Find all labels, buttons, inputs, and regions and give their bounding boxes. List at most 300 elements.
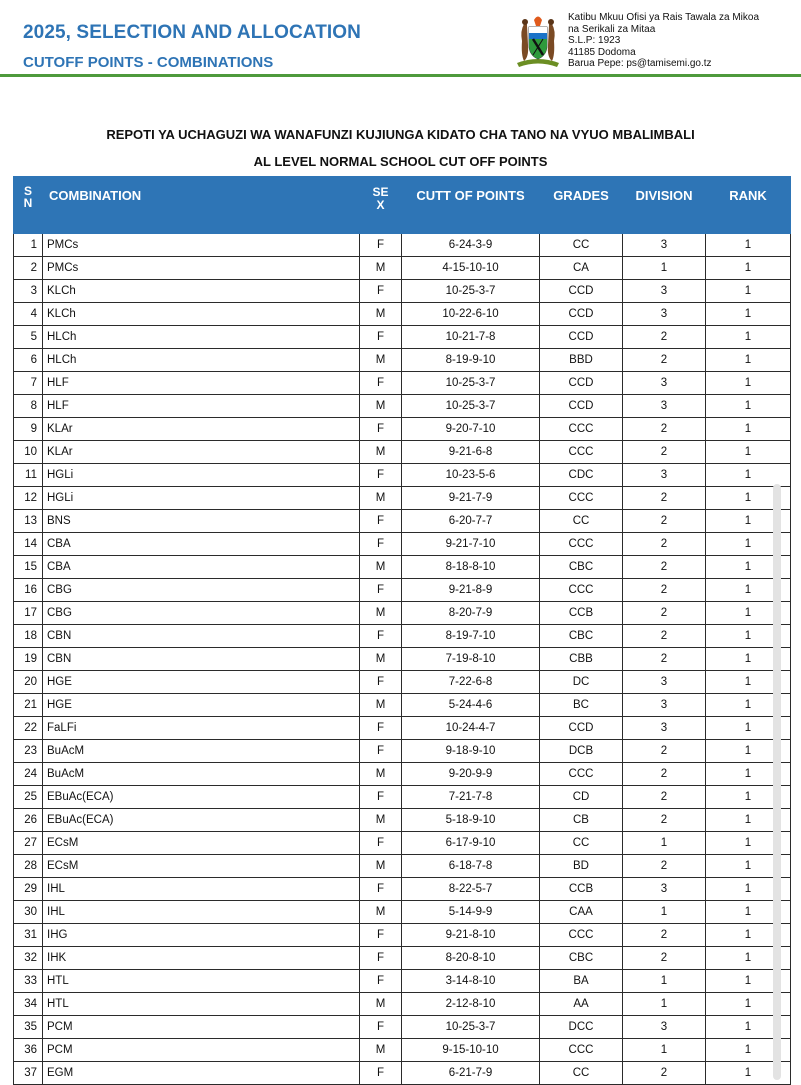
- cell-grades: CCD: [540, 326, 623, 349]
- cell-sn: 28: [14, 855, 43, 878]
- letterhead: [0, 0, 801, 78]
- cell-rank: 1: [706, 1039, 791, 1062]
- cell-rank: 1: [706, 878, 791, 901]
- cell-grades: CCC: [540, 533, 623, 556]
- col-header-sex: SE X: [360, 177, 402, 234]
- cell-rank: 1: [706, 349, 791, 372]
- cell-grades: CCD: [540, 303, 623, 326]
- cell-combination: PMCs: [43, 257, 360, 280]
- cell-division: 1: [623, 993, 706, 1016]
- cell-grades: CCB: [540, 878, 623, 901]
- scrollbar[interactable]: [773, 484, 781, 1080]
- cell-cutoff-points: 10-25-3-7: [402, 372, 540, 395]
- cell-cutoff-points: 8-19-9-10: [402, 349, 540, 372]
- cell-sn: 13: [14, 510, 43, 533]
- cell-division: 2: [623, 625, 706, 648]
- cell-division: 3: [623, 464, 706, 487]
- cell-combination: CBN: [43, 625, 360, 648]
- cell-grades: CA: [540, 257, 623, 280]
- address-line: Barua Pepe: ps@tamisemi.go.tz: [568, 58, 712, 69]
- cell-grades: CC: [540, 510, 623, 533]
- cell-sex: F: [360, 786, 402, 809]
- table-row: [14, 763, 791, 786]
- cell-division: 3: [623, 878, 706, 901]
- cell-grades: CD: [540, 786, 623, 809]
- cell-sn: 32: [14, 947, 43, 970]
- cell-cutoff-points: 8-18-8-10: [402, 556, 540, 579]
- cell-division: 2: [623, 1062, 706, 1085]
- cell-combination: HGE: [43, 671, 360, 694]
- cell-combination: EGM: [43, 1062, 360, 1085]
- table-row: [14, 625, 791, 648]
- cell-cutoff-points: 10-25-3-7: [402, 1016, 540, 1039]
- cell-grades: CC: [540, 234, 623, 257]
- table-body: [14, 234, 791, 1085]
- cell-rank: 1: [706, 326, 791, 349]
- cell-combination: CBN: [43, 648, 360, 671]
- cell-rank: 1: [706, 510, 791, 533]
- cell-sex: M: [360, 257, 402, 280]
- cell-division: 2: [623, 510, 706, 533]
- cell-grades: CCD: [540, 372, 623, 395]
- cell-grades: CCC: [540, 924, 623, 947]
- cell-sex: F: [360, 372, 402, 395]
- table-row: [14, 832, 791, 855]
- cell-grades: DCC: [540, 1016, 623, 1039]
- cell-division: 2: [623, 740, 706, 763]
- table-row: [14, 349, 791, 372]
- cell-division: 3: [623, 671, 706, 694]
- cell-combination: CBA: [43, 533, 360, 556]
- cell-sex: F: [360, 579, 402, 602]
- cell-combination: EBuAc(ECA): [43, 786, 360, 809]
- cell-combination: BuAcM: [43, 763, 360, 786]
- table-row: [14, 602, 791, 625]
- col-header-grades: GRADES: [540, 177, 623, 234]
- cell-combination: HLF: [43, 395, 360, 418]
- cell-combination: CBA: [43, 556, 360, 579]
- cell-sex: M: [360, 763, 402, 786]
- cell-sex: F: [360, 970, 402, 993]
- table-row: [14, 579, 791, 602]
- table-row: [14, 717, 791, 740]
- cell-grades: CB: [540, 809, 623, 832]
- table-row: [14, 740, 791, 763]
- cell-sex: M: [360, 349, 402, 372]
- table-row: [14, 694, 791, 717]
- table-row: [14, 326, 791, 349]
- cell-sn: 20: [14, 671, 43, 694]
- cell-combination: HLF: [43, 372, 360, 395]
- cell-rank: 1: [706, 464, 791, 487]
- cell-sn: 33: [14, 970, 43, 993]
- cell-rank: 1: [706, 625, 791, 648]
- cell-division: 2: [623, 648, 706, 671]
- cell-cutoff-points: 9-18-9-10: [402, 740, 540, 763]
- cell-grades: CCC: [540, 1039, 623, 1062]
- cell-combination: KLAr: [43, 441, 360, 464]
- address-line: na Serikali za Mitaa: [568, 23, 656, 35]
- cell-sn: 1: [14, 234, 43, 257]
- table-row: [14, 648, 791, 671]
- table-row: [14, 1016, 791, 1039]
- cell-grades: CC: [540, 1062, 623, 1085]
- cell-grades: CDC: [540, 464, 623, 487]
- cell-combination: EBuAc(ECA): [43, 809, 360, 832]
- cell-cutoff-points: 10-21-7-8: [402, 326, 540, 349]
- cell-grades: CCC: [540, 487, 623, 510]
- cell-sex: F: [360, 1062, 402, 1085]
- cell-rank: 1: [706, 280, 791, 303]
- cell-grades: BA: [540, 970, 623, 993]
- cell-division: 2: [623, 326, 706, 349]
- cell-division: 3: [623, 395, 706, 418]
- cell-sn: 18: [14, 625, 43, 648]
- cell-rank: 1: [706, 717, 791, 740]
- cell-division: 2: [623, 533, 706, 556]
- cell-sex: F: [360, 234, 402, 257]
- cell-sn: 24: [14, 763, 43, 786]
- address-line: Katibu Mkuu Ofisi ya Rais Tawala za Mikoa: [568, 12, 760, 23]
- cell-sex: F: [360, 717, 402, 740]
- table-row: [14, 556, 791, 579]
- cell-rank: 1: [706, 556, 791, 579]
- cell-sex: F: [360, 924, 402, 947]
- cell-cutoff-points: 9-21-7-10: [402, 533, 540, 556]
- cell-sn: 25: [14, 786, 43, 809]
- cell-sn: 3: [14, 280, 43, 303]
- cell-division: 2: [623, 556, 706, 579]
- cell-sex: F: [360, 280, 402, 303]
- col-header-rank: RANK: [706, 177, 791, 234]
- cell-cutoff-points: 8-20-7-9: [402, 602, 540, 625]
- cell-cutoff-points: 10-25-3-7: [402, 280, 540, 303]
- cell-sn: 11: [14, 464, 43, 487]
- cell-combination: KLCh: [43, 280, 360, 303]
- cell-combination: FaLFi: [43, 717, 360, 740]
- cell-grades: CBB: [540, 648, 623, 671]
- cell-cutoff-points: 7-19-8-10: [402, 648, 540, 671]
- cell-sn: 14: [14, 533, 43, 556]
- cell-sn: 27: [14, 832, 43, 855]
- cell-grades: CCC: [540, 418, 623, 441]
- cell-sn: 19: [14, 648, 43, 671]
- cell-sex: M: [360, 602, 402, 625]
- cell-cutoff-points: 5-14-9-9: [402, 901, 540, 924]
- cell-sex: M: [360, 901, 402, 924]
- report-title: REPOTI YA UCHAGUZI WA WANAFUNZI KUJIUNGA KIDATO CHA TANO NA VYUO MBALIMBALI: [106, 127, 695, 142]
- cell-sn: 7: [14, 372, 43, 395]
- cell-division: 1: [623, 832, 706, 855]
- cell-rank: 1: [706, 901, 791, 924]
- cell-cutoff-points: 2-12-8-10: [402, 993, 540, 1016]
- cell-combination: IHG: [43, 924, 360, 947]
- cell-cutoff-points: 8-20-8-10: [402, 947, 540, 970]
- cell-cutoff-points: 5-18-9-10: [402, 809, 540, 832]
- table-row: [14, 947, 791, 970]
- cell-rank: 1: [706, 257, 791, 280]
- table-row: [14, 257, 791, 280]
- table-row: [14, 487, 791, 510]
- cell-rank: 1: [706, 487, 791, 510]
- cell-cutoff-points: 9-21-8-9: [402, 579, 540, 602]
- cell-sn: 5: [14, 326, 43, 349]
- table-row: [14, 1062, 791, 1085]
- cell-division: 2: [623, 855, 706, 878]
- coat-of-arms-icon: [513, 11, 563, 69]
- cell-division: 3: [623, 694, 706, 717]
- cell-rank: 1: [706, 395, 791, 418]
- cell-combination: PCM: [43, 1039, 360, 1062]
- cell-combination: CBG: [43, 602, 360, 625]
- cell-grades: CCD: [540, 280, 623, 303]
- col-header-combination: COMBINATION: [43, 177, 360, 234]
- cell-sex: M: [360, 395, 402, 418]
- cell-sex: M: [360, 993, 402, 1016]
- cell-grades: CCD: [540, 395, 623, 418]
- cell-sex: M: [360, 694, 402, 717]
- cell-rank: 1: [706, 970, 791, 993]
- cell-grades: CBC: [540, 625, 623, 648]
- cell-cutoff-points: 4-15-10-10: [402, 257, 540, 280]
- cell-sn: 21: [14, 694, 43, 717]
- col-header-division: DIVISION: [623, 177, 706, 234]
- cell-rank: 1: [706, 947, 791, 970]
- table-row: [14, 372, 791, 395]
- cell-division: 2: [623, 579, 706, 602]
- cell-combination: HTL: [43, 970, 360, 993]
- cell-cutoff-points: 10-24-4-7: [402, 717, 540, 740]
- table-row: [14, 441, 791, 464]
- cell-cutoff-points: 6-24-3-9: [402, 234, 540, 257]
- table-row: [14, 970, 791, 993]
- cell-grades: CCC: [540, 763, 623, 786]
- cell-cutoff-points: 6-20-7-7: [402, 510, 540, 533]
- address-block: [568, 12, 759, 70]
- table-row: [14, 464, 791, 487]
- cell-sn: 17: [14, 602, 43, 625]
- header-divider: [0, 74, 801, 77]
- cell-division: 1: [623, 970, 706, 993]
- cell-sn: 31: [14, 924, 43, 947]
- cell-combination: ECsM: [43, 832, 360, 855]
- cell-sex: F: [360, 1016, 402, 1039]
- cell-cutoff-points: 8-19-7-10: [402, 625, 540, 648]
- cell-sn: 16: [14, 579, 43, 602]
- table-row: [14, 303, 791, 326]
- cell-combination: HGE: [43, 694, 360, 717]
- cell-sn: 29: [14, 878, 43, 901]
- cell-sex: F: [360, 418, 402, 441]
- document-title: 2025, SELECTION AND ALLOCATION: [23, 22, 361, 43]
- cell-grades: CCC: [540, 579, 623, 602]
- cell-sex: M: [360, 648, 402, 671]
- cell-rank: 1: [706, 372, 791, 395]
- cell-rank: 1: [706, 441, 791, 464]
- cell-cutoff-points: 9-20-7-10: [402, 418, 540, 441]
- cell-division: 2: [623, 349, 706, 372]
- cell-division: 2: [623, 763, 706, 786]
- cell-division: 2: [623, 809, 706, 832]
- cell-rank: 1: [706, 418, 791, 441]
- cell-sex: F: [360, 740, 402, 763]
- cell-sn: 10: [14, 441, 43, 464]
- table-row: [14, 855, 791, 878]
- cell-sn: 15: [14, 556, 43, 579]
- cell-sn: 22: [14, 717, 43, 740]
- cell-cutoff-points: 6-17-9-10: [402, 832, 540, 855]
- cell-rank: 1: [706, 763, 791, 786]
- cell-division: 2: [623, 441, 706, 464]
- cell-division: 3: [623, 234, 706, 257]
- cell-grades: BC: [540, 694, 623, 717]
- table-row: [14, 395, 791, 418]
- cell-rank: 1: [706, 924, 791, 947]
- cell-rank: 1: [706, 855, 791, 878]
- table-row: [14, 1039, 791, 1062]
- cell-sex: M: [360, 487, 402, 510]
- cell-combination: ECsM: [43, 855, 360, 878]
- cell-sex: F: [360, 625, 402, 648]
- cell-grades: CCB: [540, 602, 623, 625]
- cell-sn: 8: [14, 395, 43, 418]
- document-subtitle: CUTOFF POINTS - COMBINATIONS: [23, 54, 274, 71]
- cell-sex: F: [360, 878, 402, 901]
- cell-cutoff-points: 9-15-10-10: [402, 1039, 540, 1062]
- cell-combination: HTL: [43, 993, 360, 1016]
- table-row: [14, 924, 791, 947]
- cell-combination: PMCs: [43, 234, 360, 257]
- cell-sex: F: [360, 464, 402, 487]
- cell-cutoff-points: 6-21-7-9: [402, 1062, 540, 1085]
- cell-grades: CCD: [540, 717, 623, 740]
- cell-rank: 1: [706, 786, 791, 809]
- cell-cutoff-points: 10-25-3-7: [402, 395, 540, 418]
- cell-rank: 1: [706, 809, 791, 832]
- cell-cutoff-points: 5-24-4-6: [402, 694, 540, 717]
- cell-combination: IHL: [43, 901, 360, 924]
- cell-combination: IHK: [43, 947, 360, 970]
- cell-sn: 36: [14, 1039, 43, 1062]
- cell-rank: 1: [706, 602, 791, 625]
- cell-division: 2: [623, 487, 706, 510]
- cell-sex: M: [360, 441, 402, 464]
- cell-sex: F: [360, 510, 402, 533]
- cell-combination: BNS: [43, 510, 360, 533]
- cell-sn: 35: [14, 1016, 43, 1039]
- cell-sex: F: [360, 533, 402, 556]
- cell-sn: 4: [14, 303, 43, 326]
- cell-sex: F: [360, 947, 402, 970]
- cell-sn: 26: [14, 809, 43, 832]
- table-row: [14, 510, 791, 533]
- cell-grades: CCC: [540, 441, 623, 464]
- col-header-sn: S N: [14, 177, 43, 234]
- cell-rank: 1: [706, 303, 791, 326]
- cell-cutoff-points: 7-21-7-8: [402, 786, 540, 809]
- cell-sn: 6: [14, 349, 43, 372]
- cell-grades: DC: [540, 671, 623, 694]
- cell-rank: 1: [706, 832, 791, 855]
- cell-cutoff-points: 9-21-7-9: [402, 487, 540, 510]
- table-header-row: [14, 177, 791, 234]
- cell-rank: 1: [706, 234, 791, 257]
- table-row: [14, 671, 791, 694]
- table-row: [14, 533, 791, 556]
- cell-sn: 30: [14, 901, 43, 924]
- cell-cutoff-points: 9-21-6-8: [402, 441, 540, 464]
- cell-cutoff-points: 10-22-6-10: [402, 303, 540, 326]
- col-header-cutoff-points: CUTT OF POINTS: [402, 177, 540, 234]
- cell-rank: 1: [706, 533, 791, 556]
- table-row: [14, 993, 791, 1016]
- report-subtitle: AL LEVEL NORMAL SCHOOL CUT OFF POINTS: [253, 154, 548, 169]
- cell-division: 2: [623, 786, 706, 809]
- cell-cutoff-points: 8-22-5-7: [402, 878, 540, 901]
- cell-sex: M: [360, 1039, 402, 1062]
- table-row: [14, 901, 791, 924]
- table-row: [14, 786, 791, 809]
- cell-rank: 1: [706, 579, 791, 602]
- address-line: S.L.P: 1923: [568, 35, 621, 46]
- cell-combination: KLCh: [43, 303, 360, 326]
- cell-cutoff-points: 7-22-6-8: [402, 671, 540, 694]
- cell-division: 1: [623, 1039, 706, 1062]
- table-row: [14, 418, 791, 441]
- cell-sex: M: [360, 809, 402, 832]
- cell-sn: 23: [14, 740, 43, 763]
- cell-rank: 1: [706, 1062, 791, 1085]
- cell-combination: HLCh: [43, 349, 360, 372]
- cutoff-table: [13, 176, 791, 1085]
- cell-sn: 12: [14, 487, 43, 510]
- cell-grades: CC: [540, 832, 623, 855]
- cell-grades: CBC: [540, 947, 623, 970]
- cell-sex: M: [360, 556, 402, 579]
- cell-sex: M: [360, 303, 402, 326]
- cell-sex: M: [360, 855, 402, 878]
- cell-division: 3: [623, 1016, 706, 1039]
- cell-grades: BD: [540, 855, 623, 878]
- cell-combination: HGLi: [43, 464, 360, 487]
- cell-division: 1: [623, 257, 706, 280]
- cell-combination: CBG: [43, 579, 360, 602]
- cell-sex: F: [360, 671, 402, 694]
- cell-division: 3: [623, 717, 706, 740]
- cell-rank: 1: [706, 694, 791, 717]
- cell-combination: PCM: [43, 1016, 360, 1039]
- cell-division: 2: [623, 602, 706, 625]
- cell-grades: CBC: [540, 556, 623, 579]
- cell-division: 3: [623, 280, 706, 303]
- table-row: [14, 878, 791, 901]
- table-row: [14, 234, 791, 257]
- cell-grades: DCB: [540, 740, 623, 763]
- cell-sn: 34: [14, 993, 43, 1016]
- cell-grades: AA: [540, 993, 623, 1016]
- cell-cutoff-points: 6-18-7-8: [402, 855, 540, 878]
- table-row: [14, 809, 791, 832]
- cell-division: 2: [623, 947, 706, 970]
- cell-grades: BBD: [540, 349, 623, 372]
- cell-division: 1: [623, 901, 706, 924]
- cell-rank: 1: [706, 740, 791, 763]
- cell-combination: IHL: [43, 878, 360, 901]
- cell-combination: HGLi: [43, 487, 360, 510]
- cell-rank: 1: [706, 648, 791, 671]
- table-row: [14, 280, 791, 303]
- cell-sex: F: [360, 832, 402, 855]
